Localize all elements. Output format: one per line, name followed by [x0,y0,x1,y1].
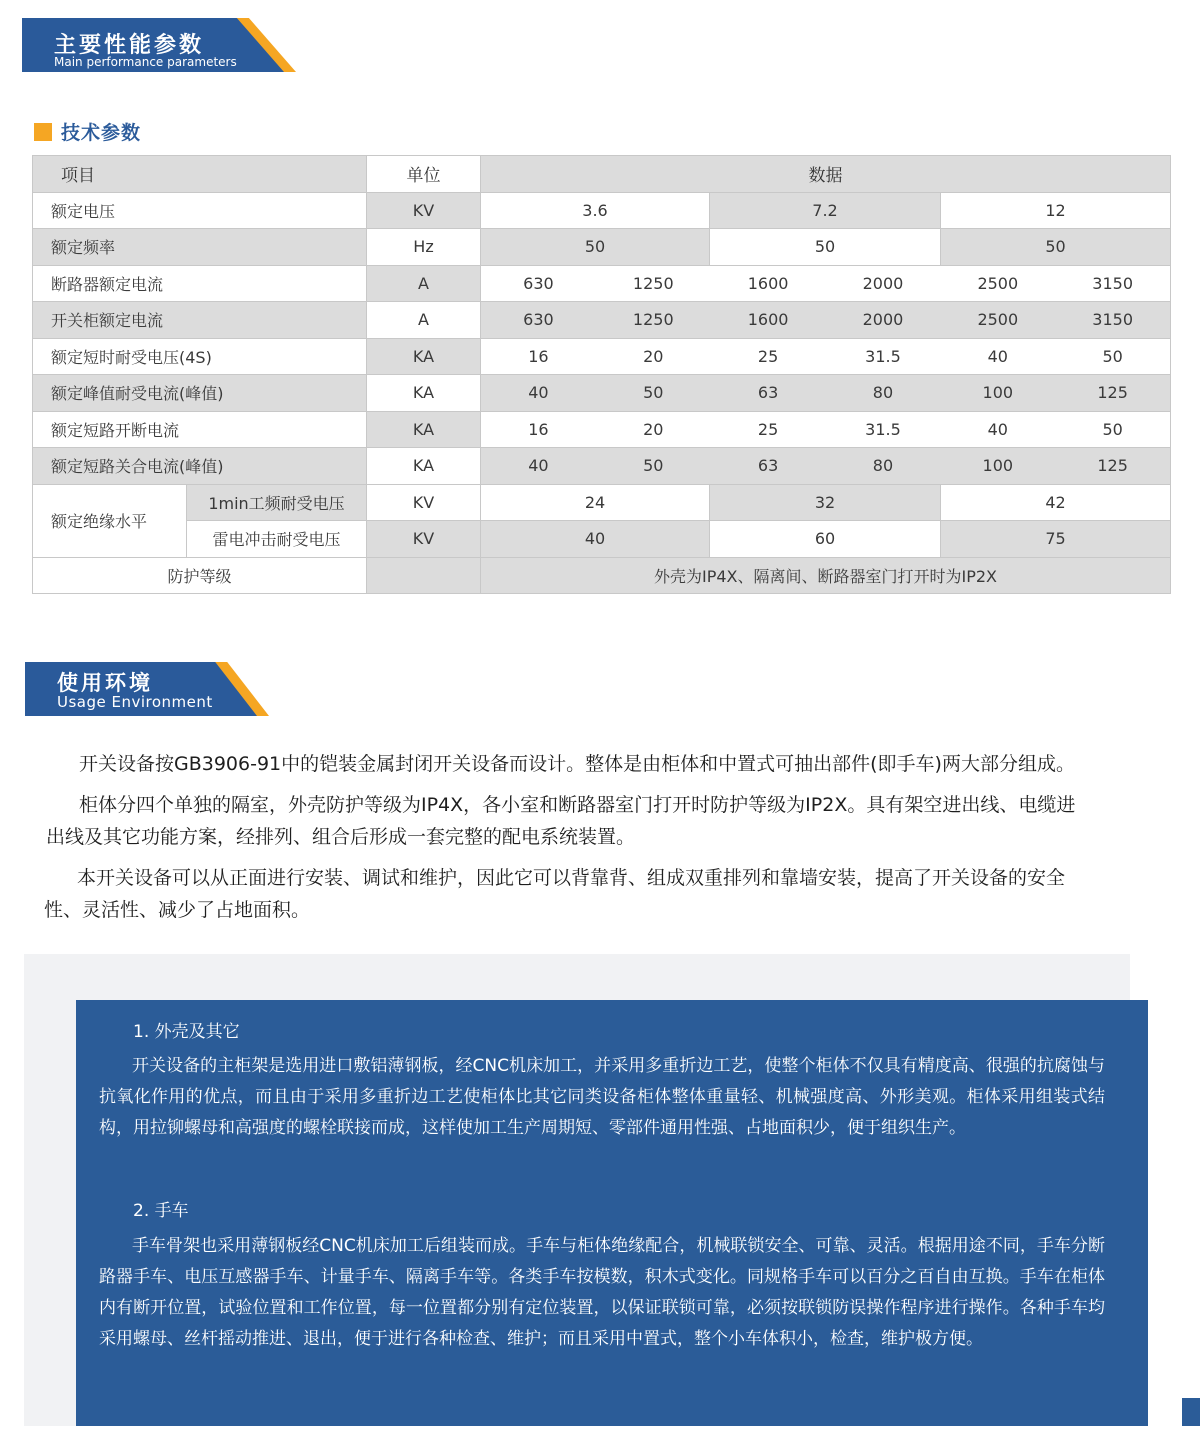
row-value: 50 [481,229,710,266]
row-value: 40 [481,521,710,558]
row-unit: KV [367,484,481,521]
table-row [33,484,1171,521]
row-value: 42 [941,484,1171,521]
feature-text-enclosure: 开关设备的主柜架是选用进口敷铝薄钢板，经CNC机床加工，并采用多重折边工艺，使整个柜体不仅具有精度高、很强的抗腐蚀与抗氧化作用的优点，而且由于采用多重折边工艺使柜体比其它同类设备柜体整体重量轻、机械强度高、外形美观。柜体采用组装式结构，用拉铆螺母和高强度的螺栓联接而成，这样使加工生产周期短、零部件通用性强、占地面积少，便于组织生产。 [99,1056,1105,1138]
row-value: 20 [643,419,664,439]
row-value: 1600 [747,310,789,330]
row-label: 1min工频耐受电压 [187,484,367,521]
spec-table [32,155,1171,594]
section-title: 主要性能参数 [54,33,205,58]
insulation-label: 额定绝缘水平 [33,484,187,557]
row-value: 63 [757,383,779,403]
table-row [33,375,1171,412]
row-value: 32 [710,484,941,521]
row-value: 60 [710,521,941,558]
usage-paragraph-3-line-2: 性、灵活性、减少了占地面积。 [44,899,311,921]
row-values [481,448,1171,485]
row-value: 3150 [1092,310,1133,330]
section-subtitle: Main performance parameters [54,55,237,69]
row-unit: KA [367,375,481,412]
row-value: 31.5 [865,346,901,366]
row-value: 630 [523,310,554,330]
row-value: 50 [710,229,941,266]
row-value: 80 [872,383,894,403]
row-value: 20 [643,346,664,366]
feature-text-truck: 手车骨架也采用薄钢板经CNC机床加工后组装而成。手车与柜体绝缘配合，机械联锁安全、可靠、灵活。根据用途不同，手车分断路器手车、电压互感器手车、计量手车、隔离手车等。各类手车按模数，积木式变化。同规格手车可以百分之百自由互换。手车在柜体内有断开位置，试验位置和工作位置，每一位置都分别有定位装置，以保证联锁可靠，必须按联锁防误操作程序进行操作。各种手车均采用螺母、丝杆摇动推进、退出，便于进行各种检查、维护；而且采用中置式，整个小车体积小，检查，维护极方便。 [99,1236,1105,1349]
row-unit: KA [367,411,481,448]
row-unit: A [367,265,481,302]
row-value: 2500 [977,310,1019,330]
row-values [481,411,1171,448]
feature-heading-enclosure: 1. 外壳及其它 [133,1022,240,1042]
row-label: 额定短路关合电流(峰值) [33,448,367,485]
row-value: 24 [481,484,710,521]
table-row [33,448,1171,485]
protection-label: 防护等级 [33,557,367,594]
row-value: 50 [643,383,664,403]
row-value: 100 [982,383,1014,403]
usage-paragraph-2-line-1: 柜体分四个单独的隔室，外壳防护等级为IP4X，各小室和断路器室门打开时防护等级为IP2X。具有架空进出线、电缆进 [79,794,1076,816]
feature-box [76,1000,1148,1426]
row-value: 31.5 [865,419,901,439]
row-value: 75 [941,521,1171,558]
table-row [33,229,1171,266]
protection-unit [367,557,481,594]
row-value: 50 [1102,419,1123,439]
row-value: 80 [872,456,894,476]
table-row [33,192,1171,229]
row-value: 630 [523,273,554,293]
row-value: 50 [643,456,664,476]
row-unit: Hz [367,229,481,266]
row-value: 16 [528,346,549,366]
row-value: 12 [941,192,1171,229]
header-item: 项目 [33,156,367,193]
row-value: 63 [757,456,779,476]
section-title: 使用环境 [57,671,153,695]
row-value: 2000 [862,273,904,293]
row-value: 3.6 [481,192,710,229]
usage-paragraph-2-line-2: 出线及其它功能方案，经排列、组合后形成一套完整的配电系统装置。 [46,826,636,848]
section-banner-usage [25,662,269,716]
row-values [481,338,1171,375]
tech-params-heading-text: 技术参数 [61,122,142,144]
row-unit: KV [367,192,481,229]
section-banner-performance [22,18,296,72]
table-row [33,521,1171,558]
row-label: 额定电压 [33,192,367,229]
row-value: 16 [528,419,549,439]
row-unit: A [367,302,481,339]
row-value: 7.2 [710,192,941,229]
section-subtitle: Usage Environment [57,693,213,711]
table-header-row [33,156,1171,193]
row-values [481,302,1171,339]
row-value: 1250 [632,310,674,330]
table-row [33,265,1171,302]
row-values [481,265,1171,302]
table-row [33,557,1171,594]
row-label: 断路器额定电流 [33,265,367,302]
row-value: 25 [757,419,779,439]
square-bullet-icon [34,123,52,141]
row-value: 40 [528,383,549,403]
row-value: 1250 [632,273,674,293]
tech-params-heading [34,118,141,145]
row-value: 40 [987,419,1008,439]
header-unit: 单位 [367,156,481,193]
row-label: 雷电冲击耐受电压 [187,521,367,558]
row-unit: KA [367,338,481,375]
row-label: 额定峰值耐受电流(峰值) [33,375,367,412]
table-row [33,302,1171,339]
row-value: 1600 [747,273,789,293]
table-row [33,338,1171,375]
row-value: 40 [987,346,1008,366]
row-value: 2500 [977,273,1019,293]
row-label: 开关柜额定电流 [33,302,367,339]
row-value: 50 [941,229,1171,266]
protection-value: 外壳为IP4X、隔离间、断路器室门打开时为IP2X [481,557,1171,594]
row-unit: KA [367,448,481,485]
table-row [33,411,1171,448]
row-unit: KV [367,521,481,558]
usage-paragraph-3-line-1: 本开关设备可以从正面进行安装、调试和维护，因此它可以背靠背、组成双重排列和靠墙安装，提高了开关设备的安全 [77,867,1066,889]
row-values [481,375,1171,412]
row-value: 100 [982,456,1014,476]
row-value: 25 [757,346,779,366]
row-label: 额定短路开断电流 [33,411,367,448]
row-value: 125 [1097,456,1128,476]
row-value: 3150 [1092,273,1133,293]
header-data: 数据 [481,156,1171,193]
row-value: 50 [1102,346,1123,366]
feature-heading-truck: 2. 手车 [133,1201,189,1221]
corner-accent [1182,1398,1200,1426]
row-value: 125 [1097,383,1128,403]
row-label: 额定短时耐受电压(4S) [33,338,367,375]
row-label: 额定频率 [33,229,367,266]
usage-paragraph-1: 开关设备按GB3906-91中的铠装金属封闭开关设备而设计。整体是由柜体和中置式可抽出部件(即手车)两大部分组成。 [79,753,1075,775]
row-value: 2000 [862,310,904,330]
row-value: 40 [528,456,549,476]
